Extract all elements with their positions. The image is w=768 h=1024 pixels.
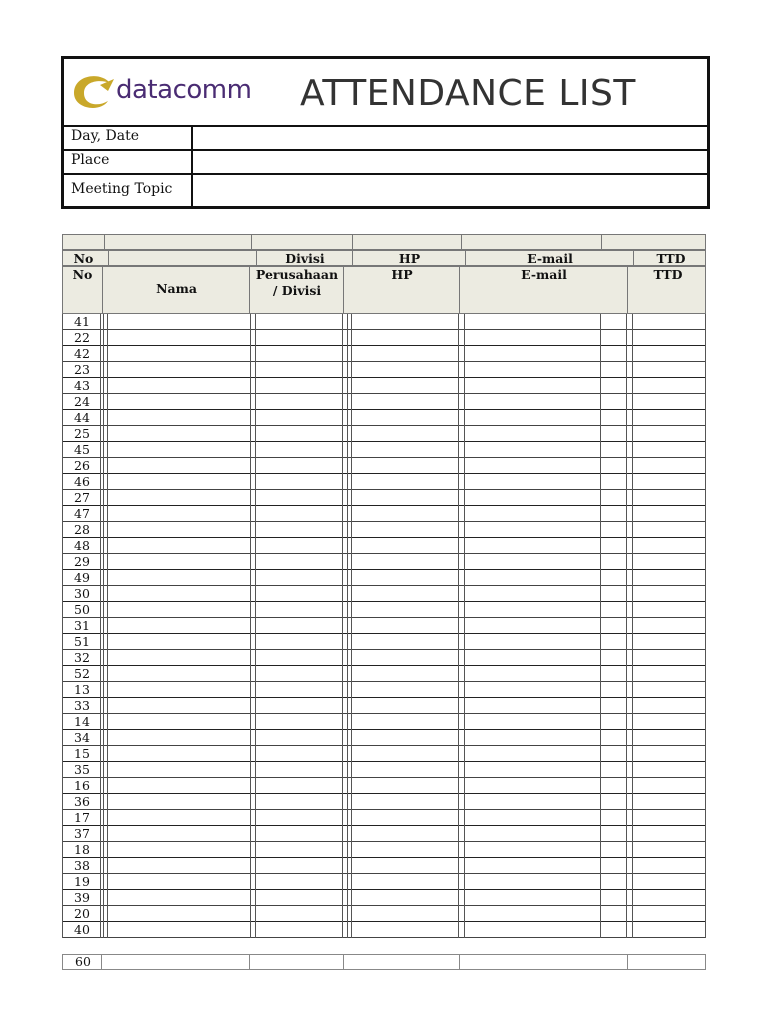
table-row	[62, 842, 706, 858]
table-row	[62, 458, 706, 474]
meeting-topic-field[interactable]	[191, 175, 707, 206]
table-row	[62, 490, 706, 506]
grid-line	[705, 314, 706, 938]
row-number: 40	[74, 922, 90, 937]
header-row-1	[62, 250, 706, 266]
table-row	[62, 586, 706, 602]
table-row	[62, 698, 706, 714]
row-number: 47	[74, 506, 90, 521]
table-row	[62, 394, 706, 410]
table-row	[62, 666, 706, 682]
table-row	[62, 426, 706, 442]
grid-line	[107, 314, 108, 938]
table-row	[62, 410, 706, 426]
row-number: 29	[74, 554, 90, 569]
info-row-meeting-topic	[64, 175, 707, 206]
header-title-bar	[64, 59, 707, 127]
row-number: 36	[74, 794, 90, 809]
table-row	[62, 522, 706, 538]
perusahaan-line-1: Perusahaan	[255, 267, 339, 282]
header-box	[61, 56, 710, 209]
grid-line	[347, 314, 348, 938]
col-email-header: E-mail	[459, 267, 628, 313]
table-row	[62, 730, 706, 746]
grid-line	[255, 314, 256, 938]
info-row-place	[64, 149, 707, 175]
info-row-day-date	[64, 125, 707, 151]
row-number: 31	[74, 618, 90, 633]
header-row-2	[62, 266, 706, 314]
row-number-last: 60	[75, 954, 91, 969]
perusahaan-line-2: / Divisi	[272, 283, 322, 298]
grid-line	[626, 314, 627, 938]
grid-line	[103, 314, 104, 938]
row-number: 23	[74, 362, 90, 377]
table-row	[62, 650, 706, 666]
meeting-topic-label: Meeting Topic	[71, 181, 173, 197]
row-number: 27	[74, 490, 90, 505]
row-number: 20	[74, 906, 90, 921]
row-number: 30	[74, 586, 90, 601]
place-field[interactable]	[191, 149, 707, 173]
row-number: 41	[74, 314, 90, 329]
grid-line	[342, 314, 343, 938]
row-number: 44	[74, 410, 90, 425]
row-number: 49	[74, 570, 90, 585]
row-number: 39	[74, 890, 90, 905]
table-row	[62, 346, 706, 362]
row-number: 13	[74, 682, 90, 697]
table-row	[62, 634, 706, 650]
col-ttd-header-1: TTD	[633, 251, 708, 265]
table-row	[62, 538, 706, 554]
row-number: 22	[74, 330, 90, 345]
row-number: 42	[74, 346, 90, 361]
grid-line	[458, 314, 459, 938]
table-row	[62, 506, 706, 522]
row-number: 32	[74, 650, 90, 665]
col-ttd-header: TTD	[627, 267, 708, 313]
table-row	[62, 874, 706, 890]
row-number: 14	[74, 714, 90, 729]
table-row	[62, 378, 706, 394]
table-row	[62, 682, 706, 698]
row-number: 52	[74, 666, 90, 681]
grid-line	[250, 314, 251, 938]
table-row-last	[62, 954, 706, 970]
col-nama-header: Nama	[102, 267, 250, 313]
table-row	[62, 362, 706, 378]
col-divisi-header-1: Divisi	[256, 251, 353, 265]
table-row	[62, 474, 706, 490]
day-date-field[interactable]	[191, 125, 707, 149]
table-row	[62, 762, 706, 778]
row-number: 45	[74, 442, 90, 457]
col-no-header: No	[72, 267, 93, 282]
grid-line	[632, 314, 633, 938]
grid-line	[351, 314, 352, 938]
logo-swoosh-icon	[70, 73, 116, 113]
row-number: 26	[74, 458, 90, 473]
row-number: 35	[74, 762, 90, 777]
row-number: 19	[74, 874, 90, 889]
logo-wordmark: datacomm	[116, 75, 252, 105]
table-row	[62, 810, 706, 826]
table-row	[62, 826, 706, 842]
day-date-label: Day, Date	[71, 128, 140, 144]
table-row	[62, 922, 706, 938]
grid-line	[600, 314, 601, 938]
place-label: Place	[71, 152, 110, 168]
row-number: 25	[74, 426, 90, 441]
table-row	[62, 890, 706, 906]
row-number: 50	[74, 602, 90, 617]
page-title: ATTENDANCE LIST	[300, 73, 636, 114]
table-row	[62, 746, 706, 762]
row-number: 46	[74, 474, 90, 489]
table-row	[62, 618, 706, 634]
row-number: 18	[74, 842, 90, 857]
row-number: 16	[74, 778, 90, 793]
col-no-header-1: No	[73, 251, 94, 266]
col-perusahaan-header	[249, 267, 344, 313]
row-number: 24	[74, 394, 90, 409]
grid-line	[464, 314, 465, 938]
row-number: 15	[74, 746, 90, 761]
table-row	[62, 314, 706, 330]
table-row	[62, 330, 706, 346]
table-row	[62, 906, 706, 922]
row-number: 28	[74, 522, 90, 537]
col-email-header-1: E-mail	[465, 251, 634, 265]
header-strip-ghost	[62, 234, 706, 250]
datacomm-logo	[70, 71, 270, 115]
grid-line	[100, 314, 101, 938]
row-number: 17	[74, 810, 90, 825]
table-row	[62, 778, 706, 794]
col-hp-header: HP	[343, 267, 460, 313]
row-number: 51	[74, 634, 90, 649]
table-row	[62, 714, 706, 730]
row-number: 38	[74, 858, 90, 873]
grid-line	[62, 314, 63, 938]
row-number: 33	[74, 698, 90, 713]
row-number: 48	[74, 538, 90, 553]
table-row	[62, 794, 706, 810]
table-row	[62, 570, 706, 586]
table-row	[62, 602, 706, 618]
col-hp-header-1: HP	[352, 251, 466, 265]
table-row	[62, 858, 706, 874]
table-row	[62, 554, 706, 570]
row-number: 37	[74, 826, 90, 841]
row-number: 43	[74, 378, 90, 393]
row-number: 34	[74, 730, 90, 745]
table-row	[62, 442, 706, 458]
